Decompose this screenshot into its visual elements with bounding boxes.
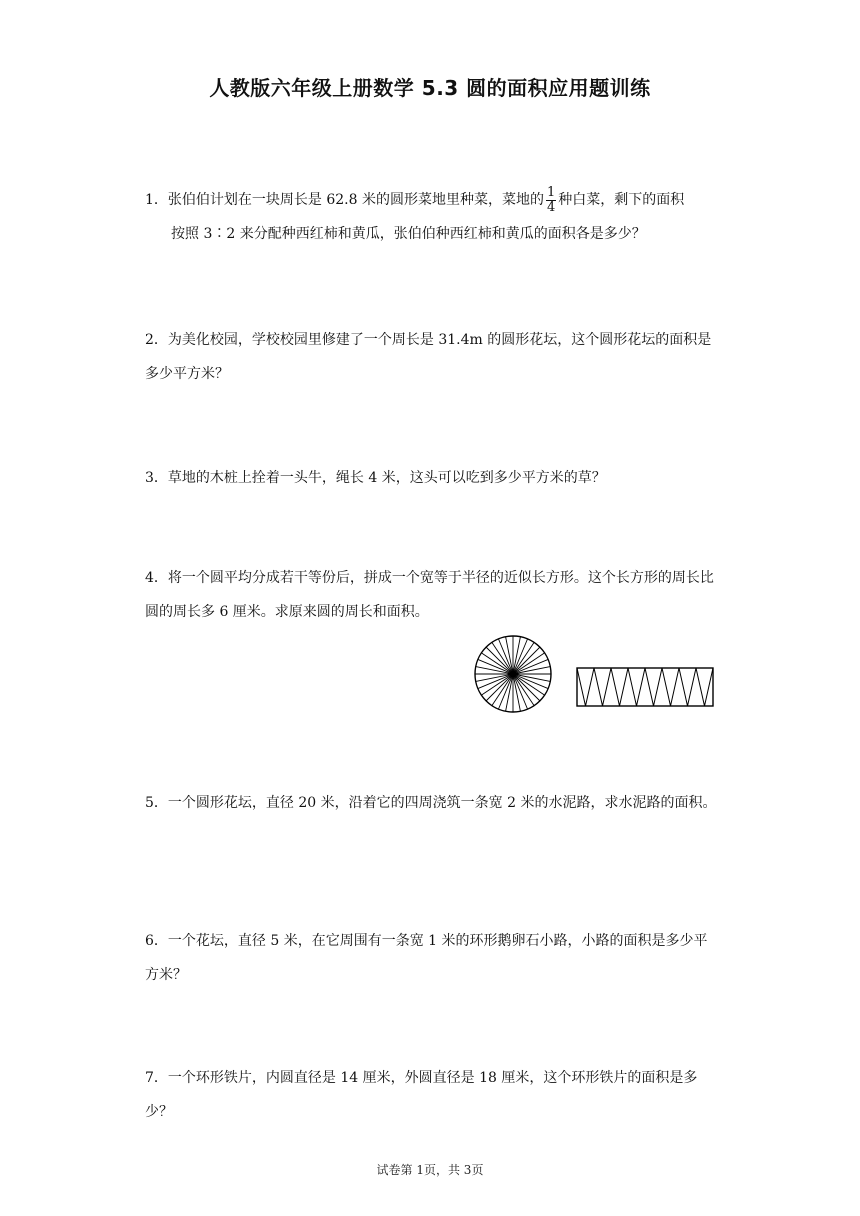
question-5 (145, 786, 720, 820)
sector-zigzag (577, 668, 713, 706)
approximate-rectangle-figure (575, 666, 715, 708)
question-number: 3． (145, 470, 168, 486)
sector-circle-figure (473, 634, 553, 714)
fraction-denominator: 4 (547, 199, 556, 215)
question-1 (145, 183, 720, 251)
question-number: 5． (145, 795, 168, 811)
page-title: 人教版六年级上册数学 5.3 圆的面积应用题训练 (209, 76, 651, 100)
question-number: 7． (145, 1070, 168, 1086)
sector-line (486, 674, 513, 701)
question-7 (145, 1061, 720, 1129)
question-4 (145, 561, 720, 629)
question-number: 4． (145, 570, 168, 586)
question-text-line2: 按照 3∶2 来分配种西红柿和黄瓜，张伯伯种西红柿和黄瓜的面积各是多少？ (171, 226, 646, 242)
rectangle-outline (577, 668, 713, 706)
question-text: 一个花坛，直径 5 米，在它周围有一条宽 1 米的环形鹅卵石小路，小路的面积是多少平方米？ (145, 933, 708, 983)
fraction (546, 186, 556, 215)
question-text: 一个圆形花坛，直径 20 米，沿着它的四周浇筑一条宽 2 米的水泥路，求水泥路的面积。 (167, 795, 717, 811)
question-number: 2． (145, 332, 168, 348)
circle-center (510, 671, 516, 677)
question-3 (145, 461, 720, 495)
question-number: 1． (145, 192, 168, 208)
question-6 (145, 924, 720, 992)
sector-line (513, 647, 540, 674)
sector-line (513, 674, 540, 701)
fraction-numerator: 1 (547, 184, 556, 200)
page-footer: 试卷第 1页，共 3页 (376, 1163, 484, 1177)
sector-line (486, 647, 513, 674)
question-text: 草地的木桩上拴着一头牛，绳长 4 米，这头可以吃到多少平方米的草？ (167, 470, 606, 486)
question-text: 一个环形铁片，内圆直径是 14 厘米，外圆直径是 18 厘米，这个环形铁片的面积是多少？ (145, 1070, 698, 1120)
question-text-part2: 种白菜，剩下的面积 (558, 192, 685, 208)
question-text: 将一个圆平均分成若干等份后，拼成一个宽等于半径的近似长方形。这个长方形的周长比圆的周长多 6 厘米。求原来圆的周长和面积。 (145, 570, 714, 620)
question-text-part1: 张伯伯计划在一块周长是 62.8 米的圆形菜地里种菜，菜地的 (167, 192, 544, 208)
question-number: 6． (145, 933, 168, 949)
question-text: 为美化校园，学校校园里修建了一个周长是 31.4m 的圆形花坛，这个圆形花坛的面积是多少平方米？ (145, 332, 712, 382)
question-2 (145, 323, 720, 391)
